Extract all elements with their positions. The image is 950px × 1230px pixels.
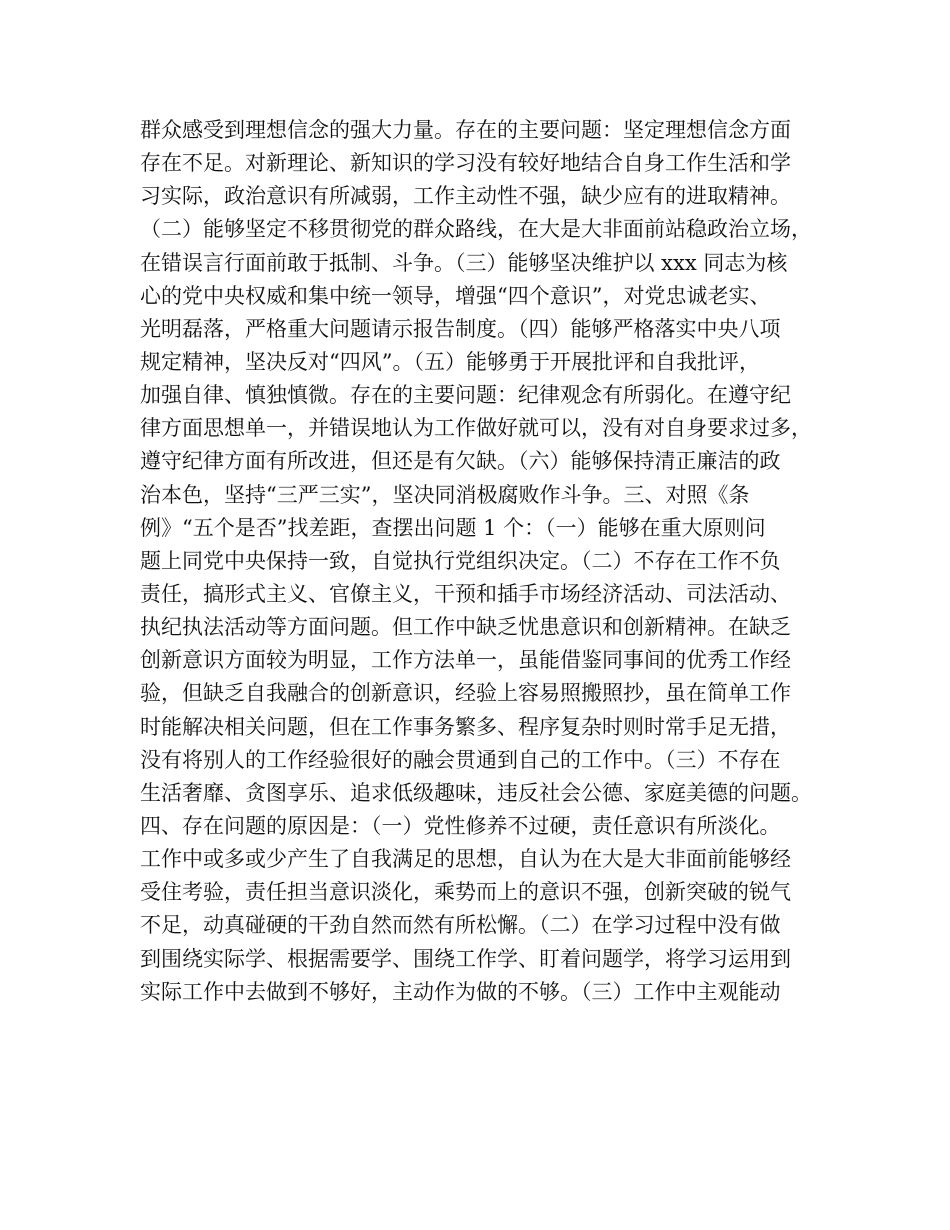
text-line: 实际工作中去做到不够好，主动作为做的不够。（三）工作中主观能动 (140, 979, 781, 1004)
text-line: 验，但缺乏自我融合的创新意识，经验上容易照搬照抄，虽在简单工作 (140, 681, 791, 706)
text-line: 到围绕实际学、根据需要学、围绕工作学、盯着问题学，将学习运用到 (140, 946, 791, 971)
text-line: 群众感受到理想信念的强大力量。存在的主要问题：坚定理想信念方面 (140, 118, 791, 142)
text-line: 责任，搞形式主义、官僚主义，干预和插手市场经济活动、司法活动、 (140, 581, 791, 606)
text-line: 题上同党中央保持一致，自觉执行党组织决定。（二）不存在工作不负 (140, 548, 781, 573)
body-text (140, 114, 830, 1009)
text-line: 例》“五个是否”找差距，查摆出问题 1 个：（一）能够在重大原则问 (140, 515, 766, 540)
text-line: 受住考验，责任担当意识淡化，乘势而上的意识不强，创新突破的锐气 (140, 880, 791, 905)
text-line: 存在不足。对新理论、新知识的学习没有较好地结合自身工作生活和学 (140, 151, 791, 176)
text-line: 心的党中央权威和集中统一领导，增强“四个意识”，对党忠诚老实、 (140, 283, 771, 308)
text-line: 生活奢靡、贪图享乐、追求低级趣味，违反社会公德、家庭美德的问题。 (140, 780, 812, 805)
text-line: 规定精神，坚决反对“四风”。（五）能够勇于开展批评和自我批评， (140, 349, 760, 374)
text-line: （二）能够坚定不移贯彻党的群众路线，在大是大非面前站稳政治立场， (140, 217, 812, 242)
text-line: 律方面思想单一，并错误地认为工作做好就可以，没有对自身要求过多， (140, 416, 812, 441)
text-line: 治本色，坚持“三严三实”，坚决同消极腐败作斗争。三、对照《条 (140, 482, 750, 507)
text-line: 遵守纪律方面有所改进，但还是有欠缺。（六）能够保持清正廉洁的政 (140, 449, 781, 474)
text-line: 不足，动真碰硬的干劲自然而然有所松懈。（二）在学习过程中没有做 (140, 913, 781, 938)
text-line: 光明磊落，严格重大问题请示报告制度。（四）能够严格落实中央八项 (140, 316, 781, 341)
text-line: 四、存在问题的原因是：（一）党性修养不过硬，责任意识有所淡化。 (140, 813, 781, 838)
text-line: 执纪执法活动等方面问题。但工作中缺乏忧患意识和创新精神。在缺乏 (140, 615, 791, 640)
text-line: 没有将别人的工作经验很好的融会贯通到自己的工作中。（三）不存在 (140, 747, 781, 772)
text-line: 在错误言行面前敢于抵制、斗争。（三）能够坚决维护以 xxx 同志为核 (140, 250, 788, 275)
text-line: 加强自律、慎独慎微。存在的主要问题：纪律观念有所弱化。在遵守纪 (140, 383, 791, 408)
text-line: 时能解决相关问题，但在工作事务繁多、程序复杂时则时常手足无措， (140, 714, 791, 739)
text-line: 创新意识方面较为明显，工作方法单一，虽能借鉴同事间的优秀工作经 (140, 648, 791, 673)
text-line: 习实际，政治意识有所减弱，工作主动性不强，缺少应有的进取精神。 (140, 184, 791, 209)
text-line: 工作中或多或少产生了自我满足的思想，自认为在大是大非面前能够经 (140, 847, 791, 872)
